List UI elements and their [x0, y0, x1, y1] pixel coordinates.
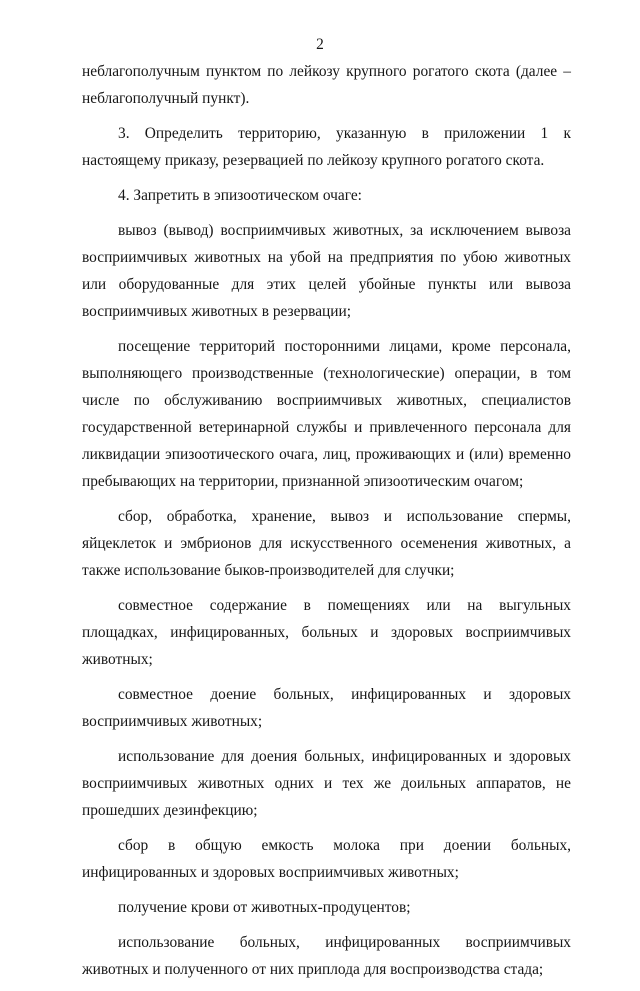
prohibition-blood: получение крови от животных-продуцентов;: [118, 899, 411, 916]
prohibition-semen: сбор, обработка, хранение, вывоз и использование спермы, яйцеклеток и эмбрионов для искусственного осеменения животных, а также использование быков-производителей для случки;: [82, 508, 571, 579]
prohibition-milking-machines: использование для доения больных, инфицированных и здоровых восприимчивых животных одних и тех же доильных аппаратов, не прошедших дезинфекцию;: [82, 748, 571, 819]
prohibition-visits: посещение территорий посторонними лицами, кроме персонала, выполняющего производственные (технологические) операции, в том числе по обслуживанию восприимчивых животных, специалистов государственной ветеринарной службы и привлеченного персонала для ликвидации эпизоотического очага, лиц, проживающих и (или) временно пребывающих на территории, признанной эпизоотическим очагом;: [82, 338, 571, 490]
prohibition-export: вывоз (вывод) восприимчивых животных, за исключением вывоза восприимчивых животных на убой на предприятия по убою животных или оборудованные для этих целей убойные пункты или вывоза восприимчивых животных в резервации;: [82, 222, 571, 320]
prohibition-joint-keeping: совместное содержание в помещениях или на выгульных площадках, инфицированных, больных и здоровых восприимчивых животных;: [82, 597, 571, 668]
document-body: [82, 58, 571, 991]
page-number: 2: [316, 36, 324, 53]
prohibition-joint-milking: совместное доение больных, инфицированных и здоровых восприимчивых животных;: [82, 686, 571, 730]
paragraph-item-3: 3. Определить территорию, указанную в приложении 1 к настоящему приказу, резервацией по лейкозу крупного рогатого скота.: [82, 125, 571, 169]
prohibition-milk-collection: сбор в общую емкость молока при доении больных, инфицированных и здоровых восприимчивых животных;: [82, 837, 571, 881]
paragraph-continuation: неблагополучным пунктом по лейкозу крупного рогатого скота (далее – неблагополучный пункт).: [82, 63, 571, 107]
paragraph-item-4: 4. Запретить в эпизоотическом очаге:: [118, 187, 362, 204]
prohibition-reproduction: использование больных, инфицированных восприимчивых животных и полученного от них приплода для воспроизводства стада;: [82, 934, 571, 978]
